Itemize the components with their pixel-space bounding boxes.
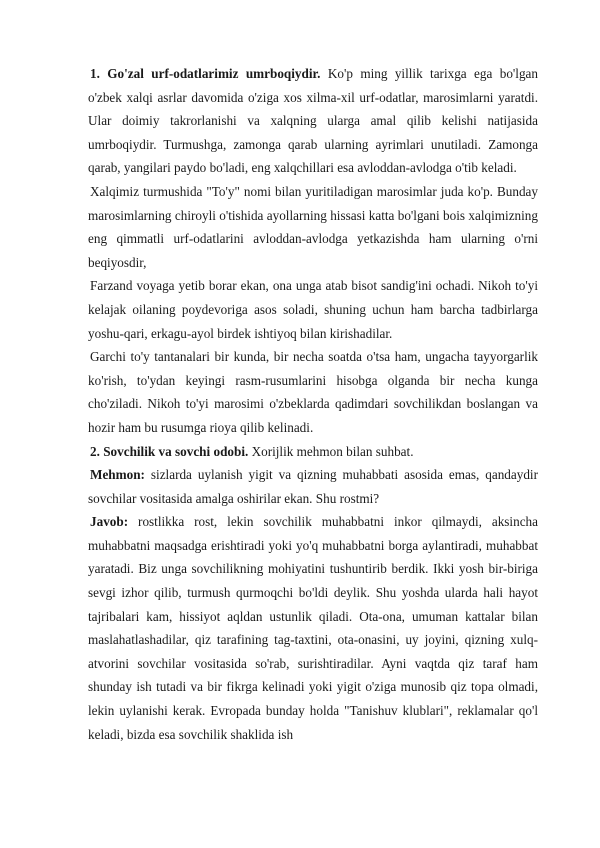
paragraph-text: Xorijlik mehmon bilan suhbat.: [248, 443, 414, 459]
section-heading-1: 1. Go'zal urf-odatlarimiz umrboqiydir.: [90, 66, 321, 81]
paragraph-4: [88, 345, 538, 439]
speaker-label-answer: Javob:: [90, 514, 129, 530]
paragraph-text: Farzand voyaga yetib borar ekan, ona unga atab bisot sandig'ini ochadi. Nikoh to'yi kelajak oilaning poydevoriga asos soladi, shuning uchun ham barcha tadbirlarga yoshu-qari, erkagu-ayol birdek ishtiyoq bilan kirishadilar.: [88, 278, 538, 341]
paragraph-text: Xalqimiz turmushida "To'y" nomi bilan yuritiladigan marosimlar juda ko'p. Bunday marosimlarning chiroyli o'tishida ayollarning hissasi katta bo'lgani bois xalqimizning eng qimmatli urf-odatlarini avloddan-avlodga yetkazishda ham ularning o'rni beqiyosdir,: [88, 183, 538, 270]
paragraph-3: [88, 274, 538, 345]
paragraph-text: Garchi to'y tantanalari bir kunda, bir necha soatda o'tsa ham, ungacha tayyorgarlik ko'rish, to'ydan keyingi rasm-rusumlarini hisobga olganda bir necha kunga cho'ziladi. Nikoh to'yi marosimi o'zbeklarda qadimdari sovchilikdan boslangan va hozir ham bu rusumga rioya qilib kelinadi.: [88, 349, 538, 435]
paragraph-1: [88, 62, 538, 180]
paragraph-7: [88, 510, 538, 746]
speaker-label-guest: Mehmon:: [90, 467, 145, 483]
paragraph-text: rostlikka rost, lekin sovchilik muhabbatni inkor qilmaydi, aksincha muhabbatni maqsadga erishtiradi yoki yo'q muhabbatni borga aylantiradi, muhabbat yaratadi. Biz unga sovchilikning mohiyatini tushuntirib berdik. Ikki yosh bir-biriga sevgi izhor qilib, turmush qurmoqchi bo'ldi deylik. Shu yoshda ularda hali hayot tajribalari kam, hissiyot aqldan ustunlik qiladi. Ota-ona, umuman kattalar bilan maslahatlashadilar, qiz tarafining tag-taxtini, ota-onasini, uy joyini, qizning xulq-atvorini sovchilar vositasida so'rab, surishtiradilar. Ayni vaqtda qiz taraf ham shunday ish tutadi va bir fikrga kelinadi yoki yigit o'ziga munosib qiz topa olmadi, lekin uylanishi kerak. Evropada bunday holda "Tanishuv klublari", reklamalar qo'l keladi, bizda esa sovchilik shaklida ish: [88, 514, 538, 742]
paragraph-5: [88, 440, 538, 464]
section-heading-2: 2. Sovchilik va sovchi odobi.: [90, 443, 249, 459]
paragraph-2: [88, 180, 538, 274]
paragraph-text: sizlarda uylanish yigit va qizning muhabbati asosida emas, qandaydir sovchilar vositasida amalga oshirilar ekan. Shu rostmi?: [88, 467, 538, 506]
paragraph-6: [88, 463, 538, 510]
paragraph-text: Ko'p ming yillik tarixga ega bo'lgan o'zbek xalqi asrlar davomida o'ziga xos xilma-xil urf-odatlar, marosimlarni yaratdi. Ular doimiy takrorlanishi va xalqning ularga amal qilib kelishi natijasida umrboqiydir. Turmushga, zamonga qarab ularning ayrimlari unutiladi. Zamonga qarab, yangilari paydo bo'ladi, eng xalqchillari esa avloddan-avlodga o'tib keladi.: [88, 66, 538, 176]
